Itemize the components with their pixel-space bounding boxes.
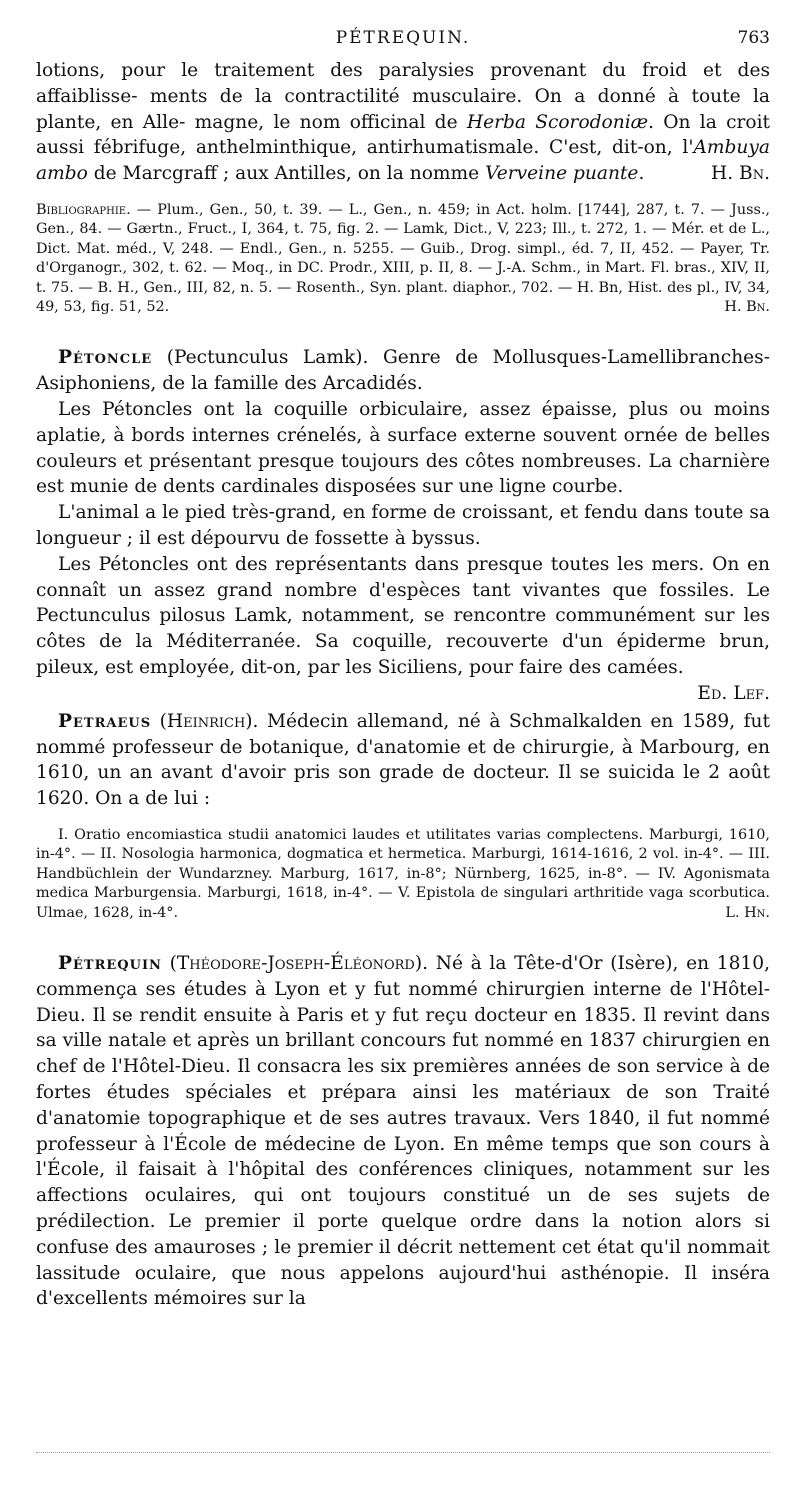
entry-continuation: lotions, pour le traitement des paralysies provenant du froid et des affaiblisse- ments de la contractilité musculaire. On a donné à toute la plante, en Alle- magne, le nom officinal de Herba Scorodoniæ. On la croit aussi fébrifuge, anthelminthique, antirhumatismale. C'est, dit-on, l'Ambuya ambo de Marcgraff ; aux Antilles, on la nomme Verveine puante. H. Bn.	[36, 58, 770, 187]
running-head	[36, 28, 770, 58]
author-signature: H. Bn.	[724, 299, 770, 316]
running-title: PÉTREQUIN.	[335, 28, 471, 48]
headword: Pétrequin	[58, 953, 162, 974]
author-signature: Ed. Lef.	[697, 682, 770, 704]
given-name: (Heinrich).	[159, 710, 259, 732]
page-number: 763	[737, 28, 770, 48]
author-signature: H. Bn.	[711, 163, 770, 185]
dictionary-page	[36, 28, 770, 1312]
works-list: I. Oratio encomiastica studii anatomici laudes et utilitates varias complectens. Marburgi, 1610, in-4°. — II. Nosologia harmonica, dogmatica et hermetica. Marburgi, 1614-1616, 2 vol. in-4°. — III. Handbüchlein der Wundarzney. Marburg, 1617, in-8°; Nürnberg, 1625, in-8°. — IV. Agonismata medica Marburgensia. Marburgi, 1618, in-4°. — V. Epistola de singulari arthritide vaga scorbutica. Ulmae, 1628, in-4°. L. Hn.	[36, 826, 770, 923]
headword: Petraeus	[58, 710, 152, 732]
bibliography	[36, 201, 770, 317]
bibliography-text: — Plum., Gen., 50, t. 39. — L., Gen., n. 459; in Act. holm. [1744], 287, t. 7. — Juss., Gen., 84. — Gærtn., Fruct., I, 364, t. 75, fig. 2. — Lamk, Dict., V, 223; Ill., t. 272, 1. — Mér. et de L., Dict. Mat. méd., V, 248. — Endl., Gen., n. 5255. — Guib., Drog. simpl., éd. 7, II, 452. — Payer, Tr. d'Organogr., 302, t. 62. — Moq., in DC. Prodr., XIII, p. II, 8. — J.-A. Schm., in Mart. Fl. bras., XIV, II, t. 75. — B. H., Gen., III, 82, n. 5. — Rosenth., Syn. plant. diaphor., 702. — H. Bn, Hist. des pl., IV, 34, 49, 53, fig. 51, 52.	[36, 201, 771, 316]
given-name: (Théodore-Joseph-Éléonord).	[169, 953, 429, 974]
author-signature: L. Hn.	[725, 904, 770, 921]
bottom-rule	[36, 1452, 770, 1453]
entry-petraeus: Petraeus (Heinrich). Médecin allemand, né à Schmalkalden en 1589, fut nommé professeur de botanique, d'anatomie et de chirurgie, à Marbourg, en 1610, un an avant d'avoir pris son grade de docteur. Il se suicida le 2 août 1620. On a de lui : I. Oratio encomiastica studii anatomici laudes et utilitates varias complectens. Marburgi, 1610, in-4°. — II. Nosologia harmonica, dogmatica et hermetica. Marburgi, 1614-1616, 2 vol. in-4°. — III. Handbüchlein der Wundarzney. Marburg, 1617, in-8°; Nürnberg, 1625, in-8°. — IV. Agonismata medica Marburgensia. Marburgi, 1618, in-4°. — V. Epistola de singulari arthritide vaga scorbutica. Ulmae, 1628, in-4°. L. Hn.	[36, 709, 770, 923]
headword: Pétoncle	[58, 347, 153, 369]
entry-petoncle: Pétoncle (Pectunculus Lamk). Genre de Mollusques-Lamellibranches-Asiphoniens, de la famille des Arcadidés. Les Pétoncles ont la coquille orbiculaire, assez épaisse, plus ou moins aplatie, à bords internes crénelés, à surface externe souvent ornée de belles couleurs et présentant presque toujours des côtes nombreuses. La charnière est munie de dents cardinales disposées sur une ligne courbe. L'animal a le pied très-grand, en forme de croissant, et fendu dans toute sa longueur ; il est dépourvu de fossette à byssus. Les Pétoncles ont des représentants dans presque toutes les mers. On en connaît un assez grand nombre d'espèces tant vivantes que fossiles. Le Pectunculus pilosus Lamk, notamment, se rencontre communément sur les côtes de la Méditerranée. Sa coquille, recouverte d'un épiderme brun, pileux, est employée, dit-on, par les Siciliens, pour faire des camées. Ed. Lef.	[36, 345, 770, 680]
entry-petrequin: Pétrequin (Théodore-Joseph-Éléonord). Né à la Tête-d'Or (Isère), en 1810, commença ses études à Lyon et y fut nommé chirurgien interne de l'Hôtel-Dieu. Il se rendit ensuite à Paris et y fut reçu docteur en 1835. Il revint dans sa ville natale et après un brillant concours fut nommé en 1837 chirurgien en chef de l'Hôtel-Dieu. Il consacra les six premières années de son service à de fortes études spéciales et prépara ainsi les matériaux de son Traité d'anatomie topographique et de ses autres travaux. Vers 1840, il fut nommé professeur à l'École de médecine de Lyon. En même temps que son cours à l'École, il faisait à l'hôpital des conférences cliniques, notamment sur les affections oculaires, qui ont toujours constitué un de ses sujets de prédilection. Le premier il porte quelque ordre dans la notion alors si confuse des amauroses ; le premier il décrit nettement cet état qu'il nommait lassitude oculaire, que nous appelons aujourd'hui asthénopie. Il inséra d'excellents mémoires sur la	[36, 953, 770, 1310]
bibliography-label: Bibliographie.	[36, 201, 131, 218]
